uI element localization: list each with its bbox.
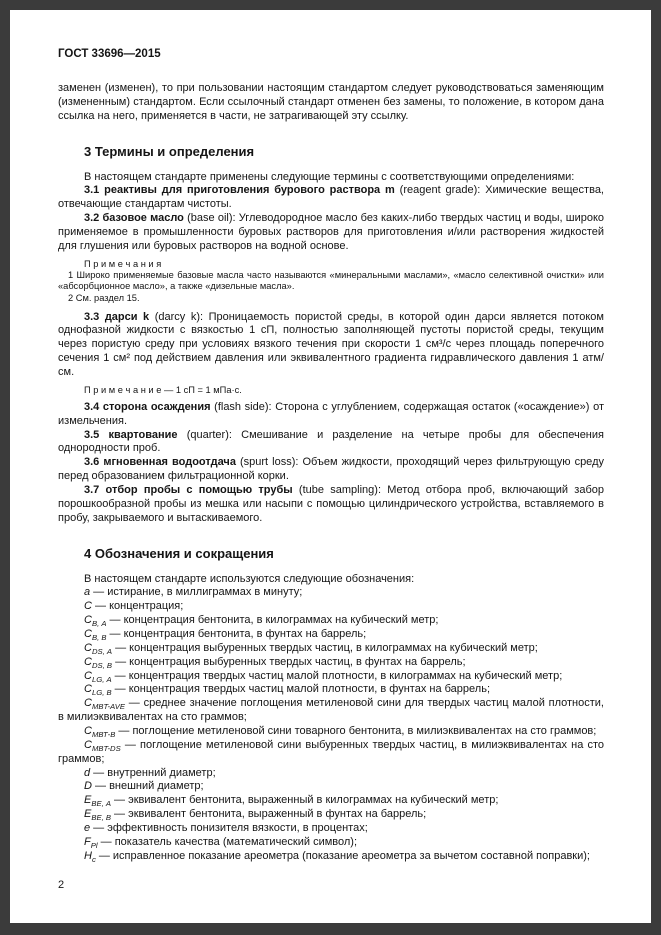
symbol-description: — концентрация;	[91, 600, 184, 613]
symbol-subscript: В, В	[91, 633, 107, 643]
symbol: a	[84, 586, 91, 599]
section-3-heading: 3 Термины и определения	[84, 143, 255, 159]
symbol-description: — внутренний диаметр;	[90, 766, 216, 779]
symbol-entry	[58, 586, 604, 600]
term-label: 3.2 базовое масло	[84, 212, 184, 225]
section-3-lead: В настоящем стандарте применены следующие термины с соответствующими определениями:	[84, 170, 575, 183]
symbol-subscript: МВТ-В	[91, 730, 116, 740]
symbol: F	[84, 835, 91, 848]
symbol: C	[84, 655, 92, 668]
symbol: C	[84, 697, 92, 710]
symbol-entry	[58, 683, 604, 697]
symbol: C	[84, 641, 92, 654]
symbol-description: — внешний диаметр;	[91, 780, 204, 793]
symbol-description: — концентрация твердых частиц малой плотности, в килограммах на кубический метр;	[111, 669, 563, 682]
term-3-2	[58, 212, 604, 254]
symbol: C	[84, 738, 92, 751]
term-definition: (darcy k): Проницаемость пористой среды, в которой один дарси является потоком однофазной жидкости с вязкостью 1 сП, полностью заполняющей пустоты пористой среды, текущим через пористую среду при условиях вязкого течения при скорости 1 см³/с через площадь поперечного сечения 1 см² под действием давления или эквивалентного градиента гидравлического давления 1 атм/см.	[58, 310, 604, 378]
symbol: C	[84, 669, 92, 682]
symbol: C	[84, 600, 92, 613]
term-definition: (quarter): Смешивание и разделение на четыре пробы для обеспечения однородности проб.	[58, 428, 604, 455]
note-item: 2 См. раздел 15.	[68, 292, 140, 303]
symbol-entry	[58, 739, 604, 767]
term-label: 3.7 отбор пробы с помощью трубы	[84, 484, 293, 497]
term-label: 3.5 квартование	[84, 428, 178, 441]
term-definition: (spurt loss): Объем жидкости, проходящий через фильтрующую среду перед образованием фильтрационной корки.	[58, 456, 604, 483]
symbol-subscript: ВЕ, В	[91, 813, 111, 823]
continuation-paragraph: заменен (изменен), то при пользовании настоящим стандартом следует руководствоваться заменяющим (измененным) стандартом. Если ссылочный стандарт отменен без замены, то положение, в котором дана ссылка на него, применяется в части, не затрагивающей эту ссылку.	[58, 82, 604, 122]
symbol-description: — эффективность понизителя вязкости, в процентах;	[90, 822, 368, 835]
symbol-description: — эквивалент бентонита, выраженный в фунтах на баррель;	[111, 808, 427, 821]
notes-block	[58, 259, 604, 305]
symbol-entry	[58, 794, 604, 808]
term-3-7	[58, 484, 604, 526]
symbol-description: — поглощение метиленовой сини товарного бентонита, в милиэквивалентах на сто граммов;	[115, 725, 597, 738]
symbol: e	[84, 822, 91, 835]
symbol-entry	[58, 628, 604, 642]
symbol: H	[84, 849, 92, 862]
symbol-description: — концентрация выбуренных твердых частиц, в килограммах на кубический метр;	[112, 641, 538, 654]
symbol-description: — концентрация твердых частиц малой плотности, в фунтах на баррель;	[111, 683, 490, 696]
symbol-entry	[58, 725, 604, 739]
symbol-description: — поглощение метиленовой сини выбуренных твердых частиц, в милиэквивалентах на сто граммов;	[58, 738, 604, 765]
symbol: E	[84, 808, 92, 821]
term-label: 3.3 дарси k	[84, 310, 150, 323]
symbol-description: — показатель качества (математический символ);	[97, 835, 358, 848]
symbol-entry	[58, 697, 604, 725]
symbol-entry	[58, 808, 604, 822]
symbol-entry	[58, 850, 604, 864]
note-darcy: П р и м е ч а н и е — 1 сП = 1 мПа·с.	[84, 384, 242, 395]
symbol-description: — эквивалент бентонита, выраженный в килограммах на кубический метр;	[111, 794, 499, 807]
symbol-description: — концентрация бентонита, в килограммах на кубический метр;	[106, 614, 439, 627]
term-definition: (reagent grade): Химические вещества, отвечающие стандартам чистоты.	[58, 184, 604, 211]
symbol-entry	[58, 767, 604, 781]
term-definition: (base oil): Углеводородное масло без каких-либо твердых частиц и воды, широко применяемое в промышленности буровых растворов для приготовления и/или растворения жидкостей для глушения или буровых растворов на водной основе.	[58, 212, 605, 252]
symbol: E	[84, 794, 92, 807]
document-number: ГОСТ 33696—2015	[58, 48, 161, 60]
symbol: D	[84, 780, 92, 793]
symbol: C	[84, 628, 92, 641]
symbol-subscript: В, А	[91, 619, 107, 629]
symbol-subscript: DS, А	[91, 647, 113, 657]
symbol-subscript: LG, А	[91, 674, 112, 684]
symbol-description: — истирание, в миллиграммах в минуту;	[90, 586, 303, 599]
symbol-entry	[58, 642, 604, 656]
term-3-3	[58, 311, 604, 380]
symbol-entry	[58, 822, 604, 836]
symbol-description: — концентрация бентонита, в фунтах на баррель;	[106, 628, 367, 641]
symbol-subscript: Pl	[90, 841, 98, 851]
symbol-subscript: c	[91, 854, 96, 864]
symbol-entry	[58, 656, 604, 670]
symbol-entry	[58, 836, 604, 850]
symbol-entry	[58, 780, 604, 794]
symbol-subscript: ВЕ, А	[91, 799, 111, 809]
note-item: 1 Широко применяемые базовые масла часто называются «минеральными маслами», «масло селективной очистки» или «абсорбционное масло», а также «дизельные масла».	[58, 269, 604, 292]
notes-title: П р и м е ч а н и я	[84, 258, 162, 269]
term-label: 3.1 реактивы для приготовления бурового раствора m	[84, 184, 395, 197]
page-number: 2	[58, 879, 65, 891]
symbol: d	[84, 766, 91, 779]
symbol-subscript: MBT-AVE	[91, 702, 125, 712]
symbol-subscript: DS, В	[91, 660, 113, 670]
symbol-subscript: LG, В	[91, 688, 112, 698]
symbol-description: — исправленное показание ареометра (показание ареометра за вычетом составной поправки);	[95, 849, 590, 862]
term-3-6	[58, 456, 604, 484]
symbol-entry	[58, 600, 604, 614]
symbol-subscript: MBT-DS	[91, 744, 121, 754]
symbol-description: — концентрация выбуренных твердых частиц, в фунтах на баррель;	[112, 655, 466, 668]
symbol-entry	[58, 670, 604, 684]
symbol: C	[84, 725, 92, 738]
symbol-entry	[58, 614, 604, 628]
symbol-description: — среднее значение поглощения метиленовой сини для твердых частиц малой плотности, в милиэквивалентах на сто граммов;	[58, 697, 604, 724]
symbol: C	[84, 614, 92, 627]
term-label: 3.4 сторона осаждения	[84, 400, 211, 413]
term-3-4	[58, 401, 604, 429]
term-definition: (tube sampling): Метод отбора проб, включающий забор порошкообразной пробы из мешка или насыпи с помощью цилиндрического устройства, вставляемого в пробу, закрываемого и вытаскиваемого.	[58, 484, 604, 524]
section-4-heading: 4 Обозначения и сокращения	[84, 545, 274, 561]
document-page	[10, 10, 651, 923]
symbol: C	[84, 683, 92, 696]
term-definition: (flash side): Сторона с углублением, содержащая остаток («осаждение») от измельчения.	[58, 400, 604, 427]
term-3-1	[58, 184, 604, 212]
term-label: 3.6 мгновенная водоотдача	[84, 456, 236, 469]
term-3-5	[58, 429, 604, 457]
section-4-lead: В настоящем стандарте используются следующие обозначения:	[84, 572, 415, 585]
